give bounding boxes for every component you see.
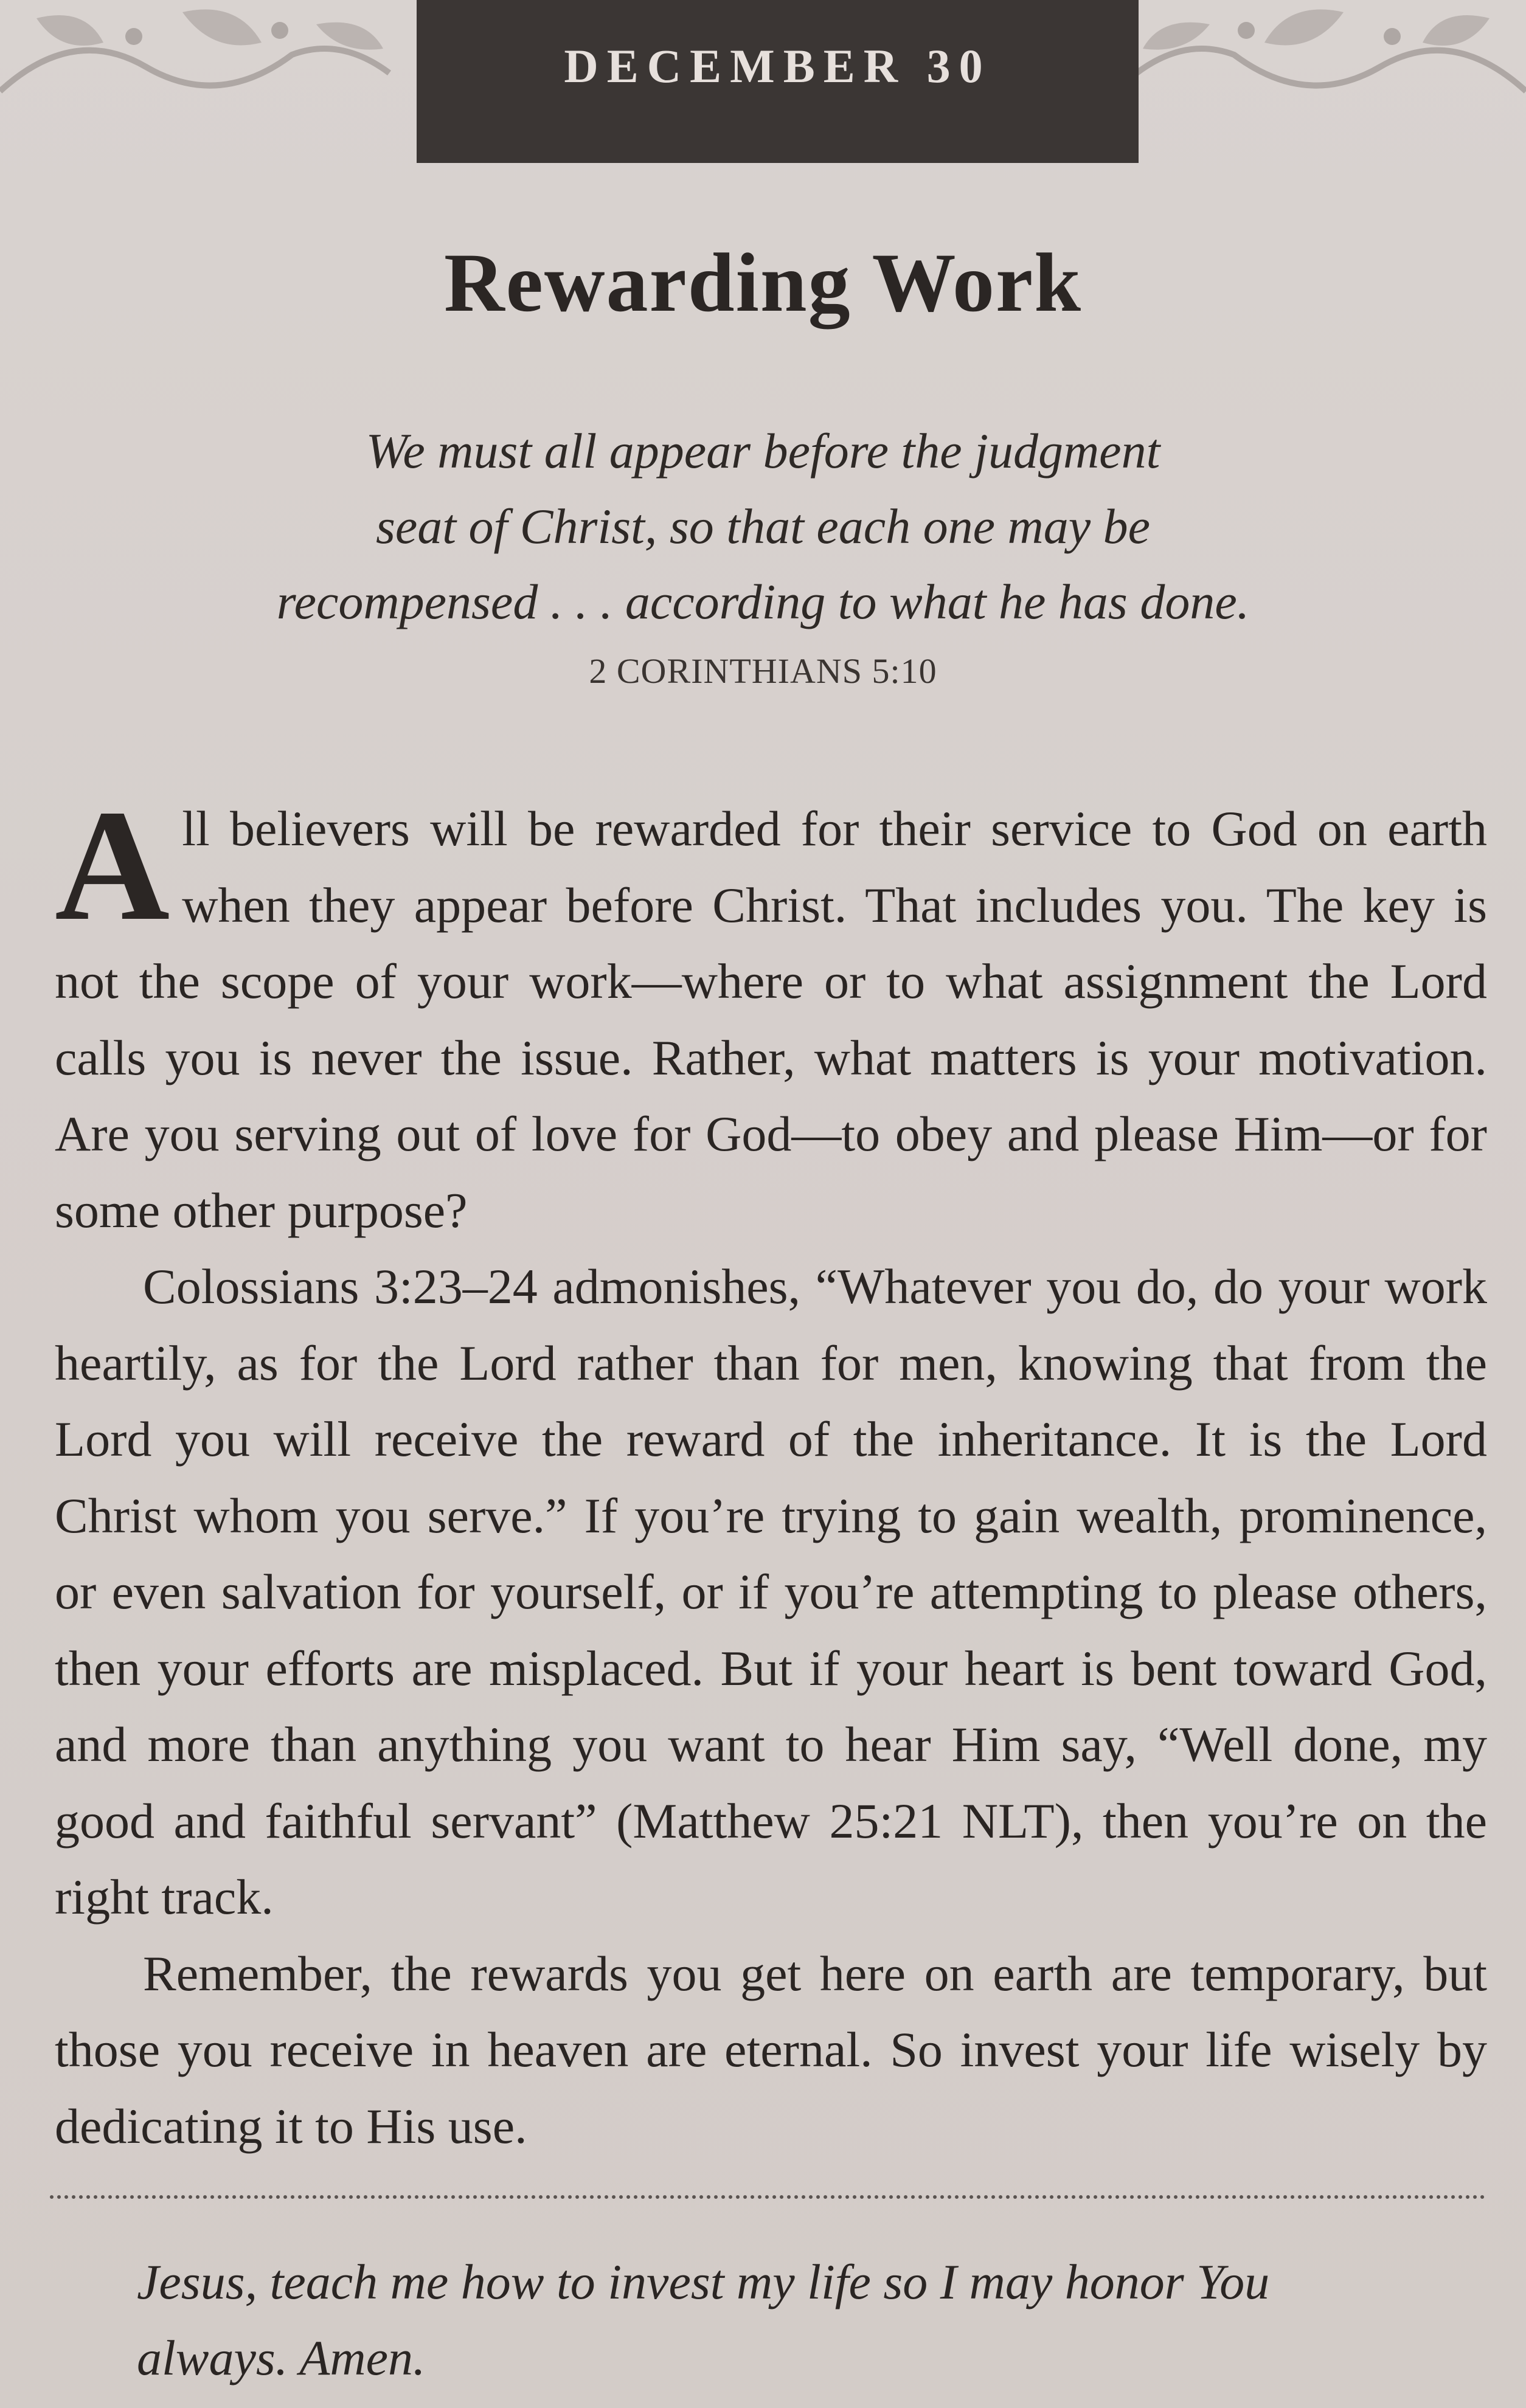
closing-prayer: Jesus, teach me how to invest my life so I may honor You always. Amen. (137, 2254, 1270, 2386)
flourish-ornament-left-icon (0, 0, 426, 97)
verse-line: We must all appear before the judgment (366, 423, 1160, 479)
verse-line: recompensed . . . according to what he has done. (276, 574, 1250, 629)
paragraph-text: ll believers will be rewarded for their service to God on earth when they appear before Christ. That includes you. The key is not the scope of your work—where or to what assignment the Lord calls you is never the issue. Rather, what matters is your motivation. Are you serving out of love for God—to obey and please Him—or for some other purpose? (55, 801, 1487, 1238)
scripture-verse (182, 413, 1344, 640)
date-banner (417, 0, 1139, 163)
flourish-ornament-right-icon (1100, 0, 1526, 97)
page-title: Rewarding Work (443, 236, 1083, 329)
devotional-body (55, 777, 1488, 2164)
body-paragraph-2 (55, 1248, 1487, 1936)
paragraph-text: Colossians 3:23–24 admonishes, “Whatever you do, do your work heartily, as for the Lord rather than for men, knowing that from the Lord you will receive the reward of the inheritance. It is the Lord Christ whom you serve.” If you’re trying to gain wealth, prominence, or even salvation for yourself, or if you’re attempting to please others, then your efforts are misplaced. But if your heart is bent toward God, and more than anything you want to hear Him say, “Well done, my good and faithful servant” (Matthew 25:21 (55, 1259, 1487, 1849)
body-paragraph-1 (55, 777, 1487, 1248)
verse-line: seat of Christ, so that each one may be (375, 499, 1151, 554)
dotted-divider (50, 2195, 1485, 2199)
verse-reference: 2 CORINTHIANS 5:10 (589, 651, 937, 691)
drop-cap: A (55, 777, 170, 953)
paragraph-text: ), then you’re on the right track. (55, 1793, 1488, 1925)
translation-abbreviation: NLT (962, 1793, 1055, 1849)
date-label: DECEMBER 30 (564, 40, 991, 92)
body-paragraph-3: Remember, the rewards you get here on earth are temporary, but those you receive in heaven are eternal. So invest your life wisely by dedicating it to His use. (55, 1945, 1487, 2154)
